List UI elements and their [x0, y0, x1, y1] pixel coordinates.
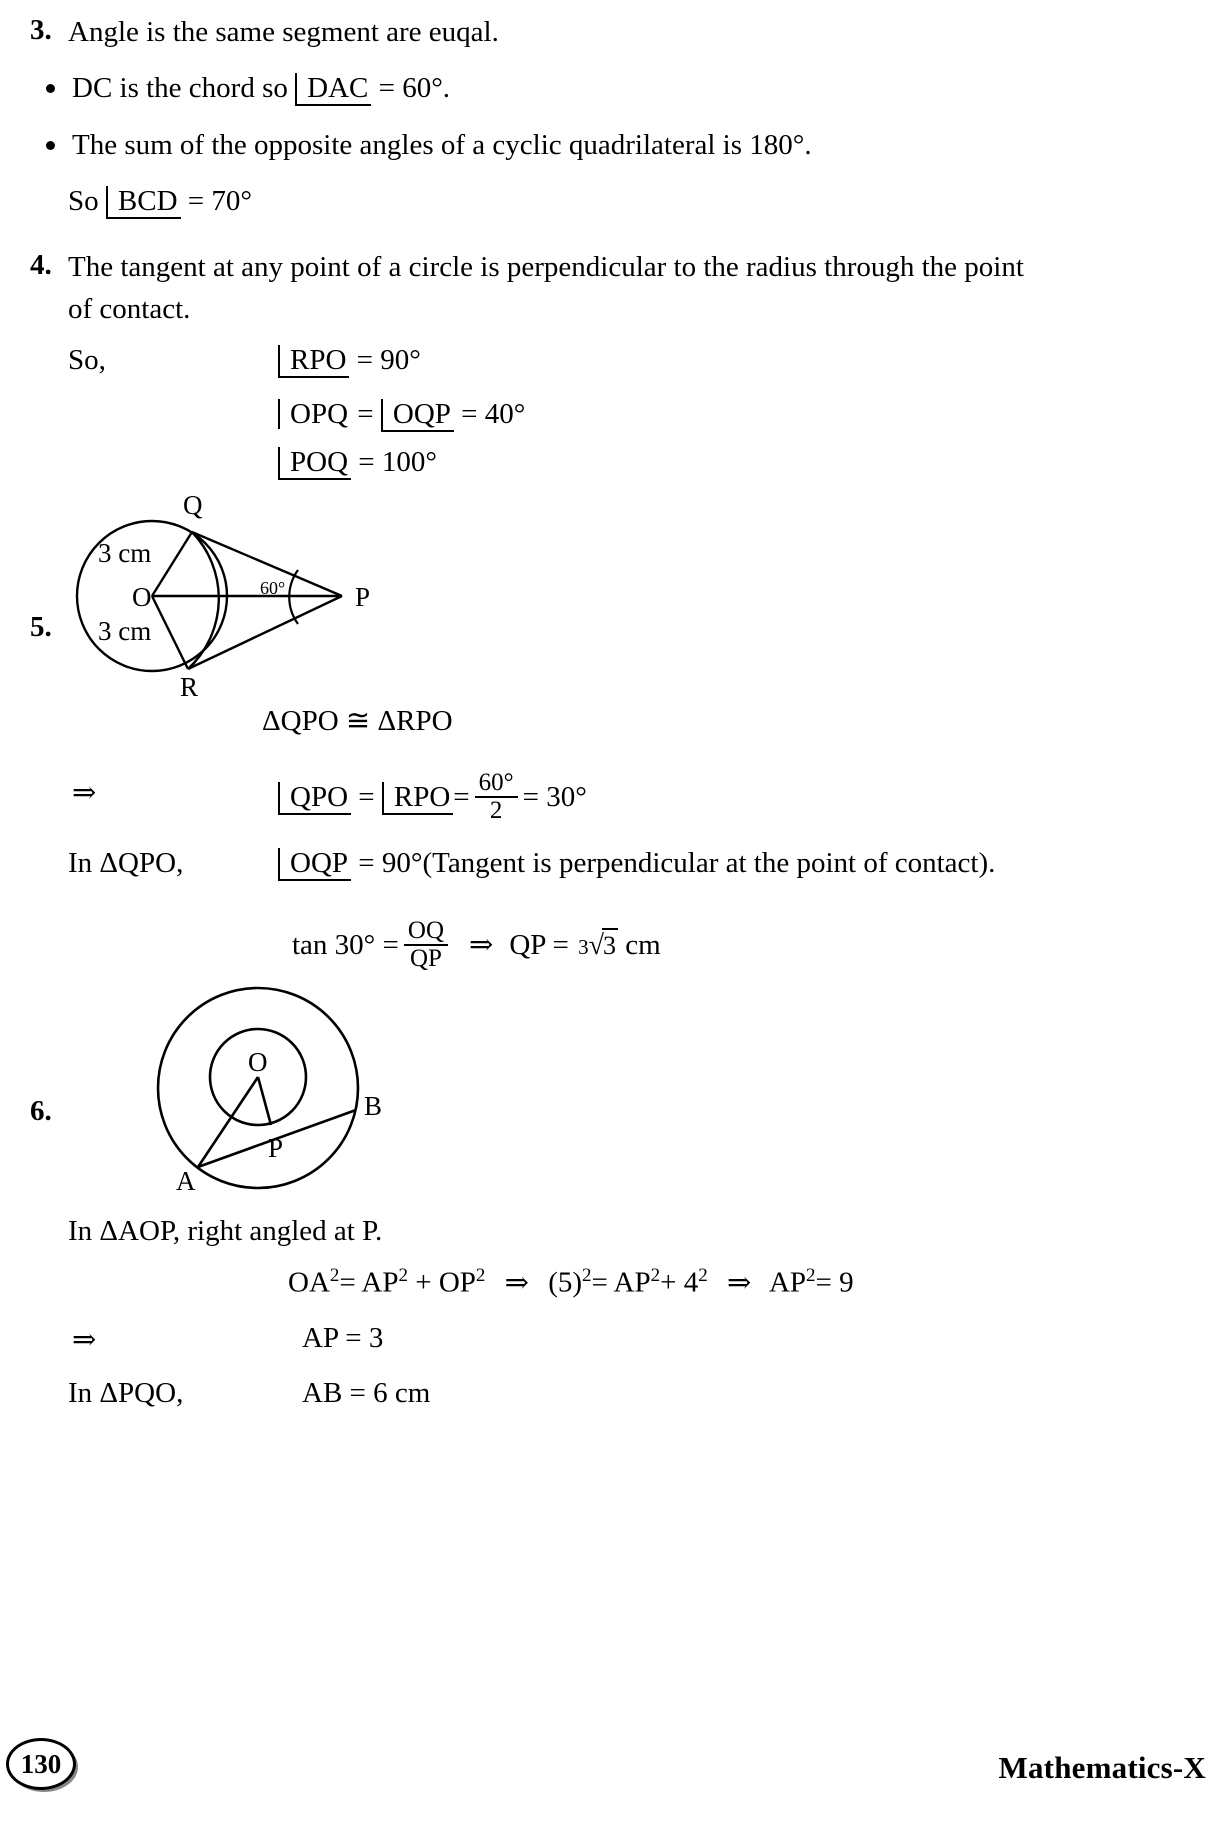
label-o: O — [248, 1047, 268, 1077]
item-6-implies: ⇒ — [72, 1324, 97, 1356]
angle-symbol-dac: DAC — [295, 73, 371, 106]
label-o: O — [132, 582, 152, 612]
item-6-pythagoras-line: $OA^2= AP^2 + OP^2$ ⇒ $(5)^2= AP^2+ 4^2$ ⇒ $AP^2= 9$ — [288, 1265, 854, 1299]
label-radius-bottom: 3 cm — [98, 616, 152, 646]
angle-symbol-poq: POQ — [278, 447, 351, 480]
radius-oq — [152, 532, 192, 596]
item-3-statement: Angle is the same segment are euqal. — [68, 16, 499, 48]
label-b: B — [364, 1091, 383, 1121]
item-5-tan-line: tan 30° = $\frac{OQ}{QP}$ ⇒ QP = 3√3 cm — [292, 917, 661, 973]
item-6-diagram — [140, 985, 400, 1200]
item-5-in-triangle: In ΔQPO, — [68, 847, 184, 879]
item-4-equation-3: POQ = 100° — [278, 444, 437, 480]
bullet-icon — [46, 141, 55, 150]
radius-or — [152, 596, 188, 669]
bullet-icon — [46, 84, 55, 93]
angle-symbol-opq: OPQ — [278, 399, 350, 429]
item-5-angle-line: QPO = RPO = $\frac{60^\circ}{2}$ = 30° — [278, 772, 587, 827]
page-number-badge: 130 — [6, 1738, 76, 1790]
item-6-in-triangle-2: In ΔPQO, — [68, 1377, 184, 1409]
item-4-statement-line2: of contact. — [68, 293, 191, 325]
item-5-number: 5. — [30, 611, 52, 643]
concentric-circles-figure — [140, 985, 400, 1200]
angle-symbol-rpo-2: RPO — [382, 782, 453, 815]
outer-circle-outline — [158, 988, 358, 1188]
angle-symbol-oqp: OQP — [381, 399, 454, 432]
item-4-statement-line1: The tangent at any point of a circle is perpendicular to the radius through the point — [68, 251, 1024, 283]
label-p: P — [268, 1133, 284, 1163]
item-3-bullet-2: The sum of the opposite angles of a cyclic quadrilateral is 180°. — [72, 129, 812, 161]
angle-symbol-bcd: BCD — [106, 186, 181, 219]
circle-tangent-figure — [70, 484, 390, 704]
label-angle-60: 60° — [260, 578, 286, 598]
fraction-60-over-2: $\frac{60^\circ}{2}$ — [475, 770, 518, 825]
item-6-number: 6. — [30, 1095, 52, 1127]
item-4-equation-1: RPO = 90° — [278, 342, 421, 378]
label-p: P — [355, 582, 371, 612]
item-6-in-triangle: In ΔAOP, right angled at P. — [68, 1215, 383, 1247]
segment-op — [258, 1077, 271, 1125]
item-3-so-line: So BCD = 70° — [68, 183, 252, 219]
item-6-ap-value: AP = 3 — [302, 1322, 384, 1354]
fraction-oq-over-qp: $\frac{OQ}{QP}$ — [404, 918, 448, 973]
item-6-ab-value: AB = 6 cm — [302, 1377, 431, 1409]
item-3-number: 3. — [30, 14, 52, 46]
angle-symbol-rpo: RPO — [278, 345, 349, 378]
angle-symbol-oqp-2: OQP — [278, 848, 351, 881]
label-radius-top: 3 cm — [98, 538, 152, 568]
item-4-so-label: So, — [68, 344, 106, 376]
item-4-equation-2: OPQ = OQP = 40° — [278, 396, 525, 432]
tangent-rp — [188, 596, 342, 669]
label-a: A — [176, 1166, 196, 1196]
item-5-congruence: ΔQPO ≅ ΔRPO — [262, 705, 453, 737]
label-q: Q — [183, 490, 203, 520]
radical-3-root-3: 3√3 — [578, 929, 617, 961]
item-4-number: 4. — [30, 249, 52, 281]
segment-oa — [198, 1077, 258, 1167]
label-r: R — [180, 672, 199, 702]
angle-symbol-qpo: QPO — [278, 782, 351, 815]
item-3-bullet-1: DC is the chord so DAC = 60°. — [72, 70, 450, 106]
item-5-diagram — [70, 484, 390, 704]
item-5-implies-1: ⇒ — [72, 777, 97, 809]
footer-title: Mathematics-X — [998, 1750, 1206, 1785]
item-5-right-angle-line: OQP = 90°(Tangent is perpendicular at the point of contact). — [278, 845, 995, 881]
